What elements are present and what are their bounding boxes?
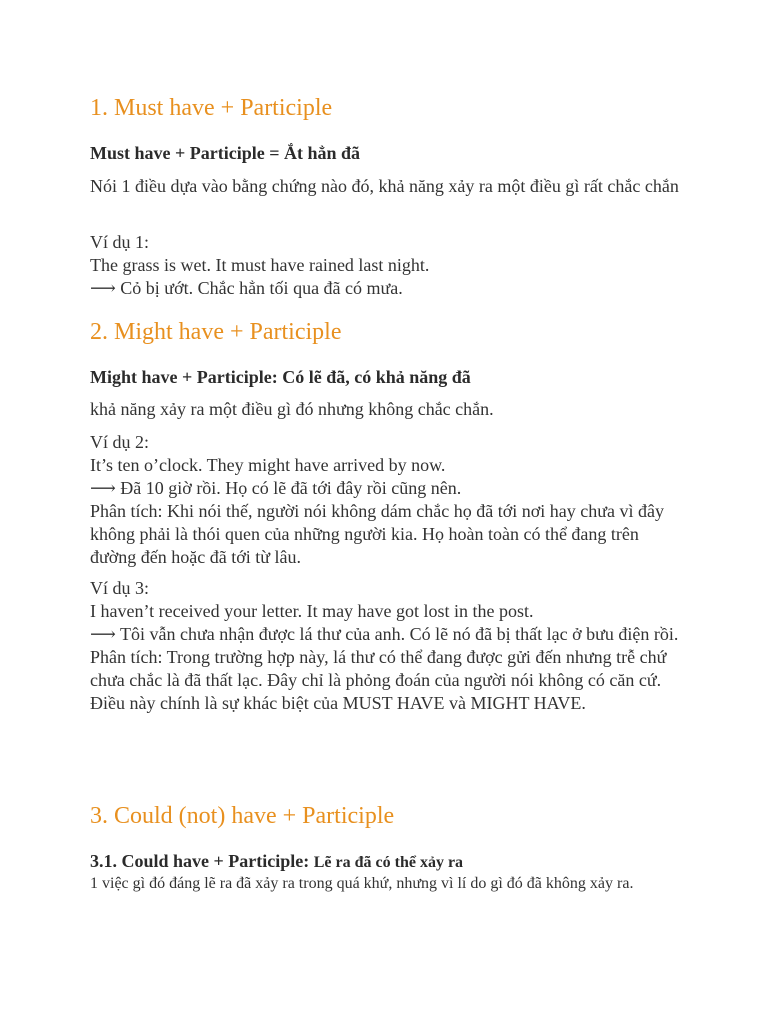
- example-1-english: The grass is wet. It must have rained last night.: [90, 255, 430, 275]
- section-3-1-title: 3.1. Could have + Participle:: [90, 851, 310, 871]
- section-2-subheading: Might have + Participle: Có lẽ đã, có khả năng đã: [90, 367, 471, 387]
- example-2-label: Ví dụ 2:: [90, 432, 150, 452]
- section-3-1-meaning: Lẽ ra đã có thể xảy ra: [313, 854, 464, 871]
- section-1-subheading: Must have + Participle = Ắt hẳn đã: [90, 143, 361, 163]
- section-3-1-subheading: [90, 850, 463, 874]
- example-3-english: I haven’t received your letter. It may have got lost in the post.: [90, 601, 534, 621]
- section-1-description: Nói 1 điều dựa vào bằng chứng nào đó, khả năng xảy ra một điều gì rất chắc chắn: [90, 176, 679, 196]
- section-2-heading: 2. Might have + Participle: [90, 319, 342, 345]
- example-3-label: Ví dụ 3:: [90, 578, 150, 598]
- example-2-analysis: Phân tích: Khi nói thế, người nói không dám chắc họ đã tới nơi hay chưa vì đây không phải là thói quen của những người kia. Họ hoàn toàn có thể đang trên đường đến hoặc đã tới từ lâu.: [90, 501, 664, 567]
- section-1-heading: 1. Must have + Participle: [90, 95, 333, 121]
- example-3-block: [90, 577, 682, 715]
- example-3-translation: ⟶ Tôi vẫn chưa nhận được lá thư của anh. Có lẽ nó đã bị thất lạc ở bưu điện rồi.: [90, 624, 679, 644]
- example-2-translation: ⟶ Đã 10 giờ rồi. Họ có lẽ đã tới đây rồi cũng nên.: [90, 478, 462, 498]
- section-3-heading: 3. Could (not) have + Participle: [90, 803, 395, 829]
- example-1-block: [90, 231, 682, 300]
- section-2-description: khả năng xảy ra một điều gì đó nhưng không chắc chắn.: [90, 399, 494, 419]
- example-1-label: Ví dụ 1:: [90, 232, 150, 252]
- section-3-1-description: 1 việc gì đó đáng lẽ ra đã xảy ra trong quá khứ, nhưng vì lí do gì đó đã không xảy ra.: [90, 875, 634, 892]
- example-3-analysis: Phân tích: Trong trường hợp này, lá thư có thể đang được gửi đến nhưng trễ chứ chưa chắc là đã thất lạc. Đây chỉ là phỏng đoán của người nói không có căn cứ. Điều này chính là sự khác biệt của MUST HAVE và MIGHT HAVE.: [90, 647, 667, 713]
- example-2-block: [90, 431, 682, 569]
- example-1-translation: ⟶ Cỏ bị ướt. Chắc hẳn tối qua đã có mưa.: [90, 278, 403, 298]
- example-2-english: It’s ten o’clock. They might have arrived by now.: [90, 455, 446, 475]
